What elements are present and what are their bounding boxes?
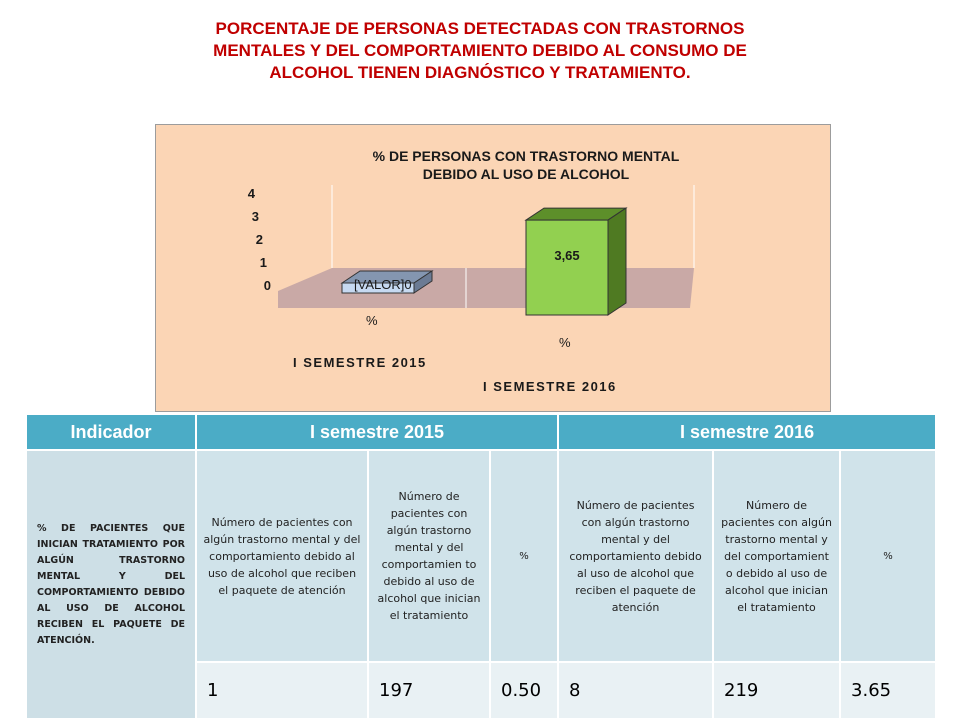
data-label: 3,65 bbox=[554, 247, 580, 263]
y-tick-label: 0 bbox=[263, 278, 271, 293]
header-semestre-2016: I semestre 2016 bbox=[558, 414, 936, 450]
chart-title-line-1: % DE PERSONAS CON TRASTORNO MENTAL bbox=[372, 148, 680, 164]
value-2015-tratamiento: 197 bbox=[368, 662, 490, 719]
indicator-cell: % DE PACIENTES QUE INICIAN TRATAMIENTO POR ALGÚN TRASTORNO MENTAL Y DEL COMPORTAMIENTO DEBIDO AL USO DE ALCOHOL RECIBEN EL PAQUETE DE ATENCIÓN. bbox=[26, 450, 196, 719]
chart-title bbox=[306, 147, 746, 183]
header-semestre-2015: I semestre 2015 bbox=[196, 414, 558, 450]
x-tick-label: I SEMESTRE 2015 bbox=[293, 355, 427, 370]
series-label: % bbox=[366, 313, 378, 328]
table-header-row bbox=[26, 414, 936, 450]
chart-floor bbox=[278, 268, 694, 308]
value-2016-percent: 3.65 bbox=[840, 662, 936, 719]
header-indicador: Indicador bbox=[26, 414, 196, 450]
value-2016-tratamiento: 219 bbox=[713, 662, 840, 719]
slide-title bbox=[120, 18, 840, 84]
bar-side bbox=[608, 208, 626, 315]
slide-title-line-2: MENTALES Y DEL COMPORTAMIENTO DEBIDO AL CONSUMO DE bbox=[213, 41, 747, 60]
slide-title-line-3: ALCOHOL TIENEN DIAGNÓSTICO Y TRATAMIENTO. bbox=[269, 63, 691, 82]
chart-title-line-2: DEBIDO AL USO DE ALCOHOL bbox=[422, 166, 630, 182]
bar-2 bbox=[526, 220, 608, 315]
value-2016-paquete: 8 bbox=[558, 662, 713, 719]
indicator-table bbox=[25, 413, 937, 720]
y-tick-label: 3 bbox=[251, 209, 259, 224]
desc-2015-paquete: Número de pacientes con algún trastorno mental y del comportamiento debido al uso de alcohol que reciben el paquete de atención bbox=[196, 450, 368, 662]
table-row bbox=[26, 450, 936, 662]
series-label: % bbox=[559, 335, 571, 350]
desc-2016-percent: % bbox=[840, 450, 936, 662]
desc-2016-paquete: Número de pacientes con algún trastorno mental y del comportamiento debido al uso de alcohol que reciben el paquete de atención bbox=[558, 450, 713, 662]
chart-area bbox=[155, 124, 831, 412]
y-tick-label: 2 bbox=[255, 232, 263, 247]
value-2015-percent: 0.50 bbox=[490, 662, 558, 719]
slide-title-line-1: PORCENTAJE DE PERSONAS DETECTADAS CON TRASTORNOS bbox=[215, 19, 745, 38]
y-tick-label: 1 bbox=[259, 255, 267, 270]
desc-2015-tratamiento: Número de pacientes con algún trastorno mental y del comportamien to debido al uso de alcohol que inician el tratamiento bbox=[368, 450, 490, 662]
desc-2015-percent: % bbox=[490, 450, 558, 662]
y-tick-label: 4 bbox=[247, 186, 255, 201]
x-tick-label: I SEMESTRE 2016 bbox=[483, 379, 617, 394]
value-2015-paquete: 1 bbox=[196, 662, 368, 719]
data-label: [VALOR]0 bbox=[354, 277, 412, 292]
desc-2016-tratamiento: Número de pacientes con algún trastorno mental y del comportamient o debido al uso de alcohol que inician el tratamiento bbox=[713, 450, 840, 662]
